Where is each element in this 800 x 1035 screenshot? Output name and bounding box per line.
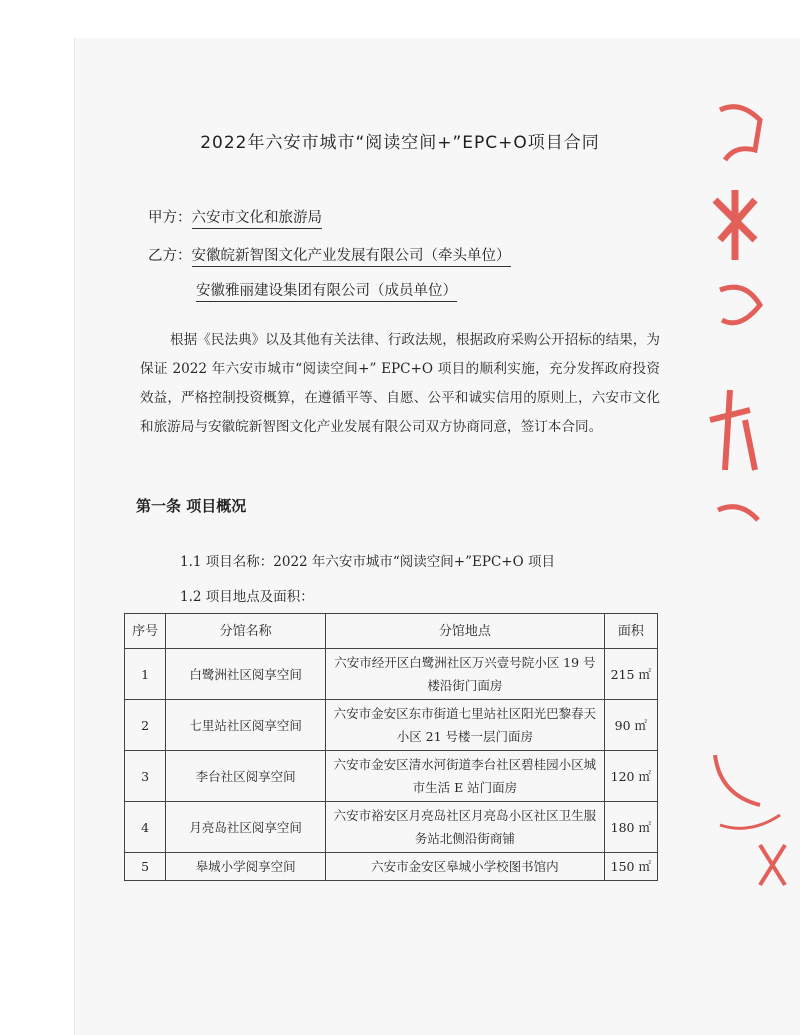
row-name: 皋城小学阅享空间 <box>166 853 326 881</box>
header-addr: 分馆地点 <box>326 614 605 649</box>
item-1-2: 1.2 项目地点及面积： <box>180 589 314 605</box>
row-area: 150 ㎡ <box>604 853 657 881</box>
row-no: 4 <box>125 802 166 853</box>
party-b-label: 乙方： <box>148 248 192 264</box>
table-header-row <box>125 614 658 649</box>
row-name: 月亮岛社区阅享空间 <box>166 802 326 853</box>
row-no: 1 <box>125 649 166 700</box>
party-b2 <box>196 279 457 300</box>
document-page <box>74 38 800 1035</box>
party-b-name: 安徽皖新智图文化产业发展有限公司（牵头单位） <box>192 248 511 267</box>
row-area: 215 ㎡ <box>604 649 657 700</box>
document-title: 2022年六安市城市“阅读空间+”EPC+O项目合同 <box>200 133 600 153</box>
party-a-name: 六安市文化和旅游局 <box>192 210 323 229</box>
row-name: 七里站社区阅享空间 <box>166 700 326 751</box>
row-addr: 六安市金安区东市街道七里站社区阳光巴黎春天小区 21 号楼一层门面房 <box>326 700 605 751</box>
row-no: 5 <box>125 853 166 881</box>
party-b2-name: 安徽雅丽建设集团有限公司（成员单位） <box>196 283 457 302</box>
row-addr: 六安市金安区清水河街道李台社区碧桂园小区城市生活 E 站门面房 <box>326 751 605 802</box>
table-row <box>125 700 658 751</box>
row-addr: 六安市金安区皋城小学校图书馆内 <box>326 853 605 881</box>
row-addr: 六安市经开区白鹭洲社区万兴壹号院小区 19 号楼沿街门面房 <box>326 649 605 700</box>
row-area: 120 ㎡ <box>604 751 657 802</box>
section-1-heading: 第一条 项目概况 <box>136 497 247 515</box>
row-name: 李台社区阅享空间 <box>166 751 326 802</box>
header-no: 序号 <box>125 614 166 649</box>
table-row <box>125 802 658 853</box>
party-a-label: 甲方： <box>148 210 192 226</box>
party-b <box>148 244 511 265</box>
row-name: 白鹭洲社区阅享空间 <box>166 649 326 700</box>
table-row <box>125 649 658 700</box>
row-area: 90 ㎡ <box>604 700 657 751</box>
table-row <box>125 751 658 802</box>
header-name: 分馆名称 <box>166 614 326 649</box>
intro-paragraph <box>140 326 660 442</box>
seal-stamp-icon <box>700 90 800 560</box>
row-area: 180 ㎡ <box>604 802 657 853</box>
sites-table <box>124 613 658 881</box>
row-no: 3 <box>125 751 166 802</box>
intro-text: 根据《民法典》以及其他有关法律、行政法规，根据政府采购公开招标的结果，为保证 2022 年六安市城市“阅读空间+” EPC+O 项目的顺利实施，充分发挥政府投资效益，严格控制投资概算，在遵循平等、自愿、公平和诚实信用的原则上，六安市文化和旅游局与安徽皖新智图文化产业发展有限公司双方协商同意，签订本合同。 <box>140 332 660 435</box>
party-a <box>148 206 322 227</box>
seal-stamp-icon <box>700 735 800 895</box>
header-area: 面积 <box>604 614 657 649</box>
row-addr: 六安市裕安区月亮岛社区月亮岛小区社区卫生服务站北侧沿街商铺 <box>326 802 605 853</box>
table-row <box>125 853 658 881</box>
row-no: 2 <box>125 700 166 751</box>
item-1-1: 1.1 项目名称：2022 年六安市城市“阅读空间+”EPC+O 项目 <box>180 554 555 570</box>
